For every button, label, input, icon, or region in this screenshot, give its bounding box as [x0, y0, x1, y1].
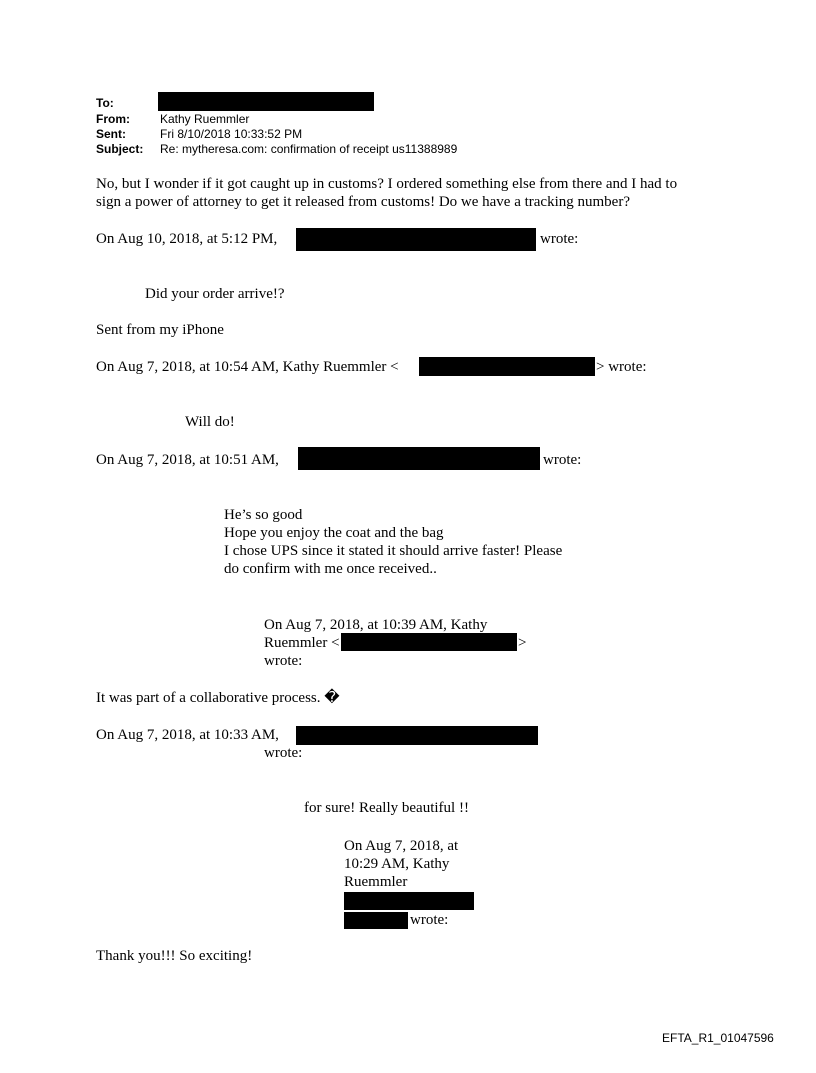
to-label: To:: [96, 96, 114, 110]
redaction-to: [158, 92, 374, 111]
redaction-q5-sender: [296, 726, 538, 745]
redaction-q4-email: [341, 633, 517, 651]
quote5-wrote: wrote:: [264, 745, 303, 761]
reply-line-1: No, but I wonder if it got caught up in customs? I ordered something else from there and I had to: [96, 176, 678, 192]
quote3-wrote: wrote:: [543, 452, 582, 468]
quote3-line-3: I chose UPS since it stated it should arrive faster! Please: [224, 543, 563, 559]
redaction-q6-email-2: [344, 912, 408, 929]
quote3-line-4: do confirm with me once received..: [224, 561, 437, 577]
quote4-line-2-end: >: [518, 635, 527, 651]
quote3-line-1: He’s so good: [224, 507, 303, 523]
subject-value: Re: mytheresa.com: confirmation of receipt us11388989: [160, 142, 458, 156]
quote6-wrote: wrote:: [410, 912, 449, 928]
subject-label: Subject:: [96, 142, 144, 156]
quote4-line-2: Ruemmler <: [264, 635, 340, 651]
quote6-line-3: Ruemmler: [344, 874, 408, 890]
redaction-q2-email: [419, 357, 595, 376]
quote3-line-2: Hope you enjoy the coat and the bag: [224, 525, 444, 541]
quote5-message: for sure! Really beautiful !!: [304, 800, 469, 816]
quote1-message: Did your order arrive!?: [145, 286, 285, 302]
signature: Sent from my iPhone: [96, 322, 224, 338]
quote5-attribution: On Aug 7, 2018, at 10:33 AM,: [96, 727, 279, 743]
sent-label: Sent:: [96, 127, 126, 141]
quote6-line-1: On Aug 7, 2018, at: [344, 838, 459, 854]
quote2-wrote: > wrote:: [596, 359, 647, 375]
document-id: EFTA_R1_01047596: [662, 1031, 774, 1045]
quote4-line-1: On Aug 7, 2018, at 10:39 AM, Kathy: [264, 617, 488, 633]
reply-line-2: sign a power of attorney to get it released from customs! Do we have a tracking number?: [96, 194, 630, 210]
quote3-attribution: On Aug 7, 2018, at 10:51 AM,: [96, 452, 279, 468]
redaction-q6-email-1: [344, 892, 474, 910]
redaction-q1-sender: [296, 228, 536, 251]
quote2-attribution: On Aug 7, 2018, at 10:54 AM, Kathy Ruemmler <: [96, 359, 399, 375]
quote6-line-2: 10:29 AM, Kathy: [344, 856, 450, 872]
collab-line: It was part of a collaborative process. �: [96, 690, 340, 706]
sent-value: Fri 8/10/2018 10:33:52 PM: [160, 127, 303, 141]
redaction-q3-sender: [298, 447, 540, 470]
from-label: From:: [96, 112, 130, 126]
quote1-attribution: On Aug 10, 2018, at 5:12 PM,: [96, 231, 278, 247]
quote2-message: Will do!: [185, 414, 235, 430]
thanks-line: Thank you!!! So exciting!: [96, 948, 253, 964]
from-value: Kathy Ruemmler: [160, 112, 250, 126]
quote4-line-3: wrote:: [264, 653, 303, 669]
quote1-wrote: wrote:: [540, 231, 579, 247]
